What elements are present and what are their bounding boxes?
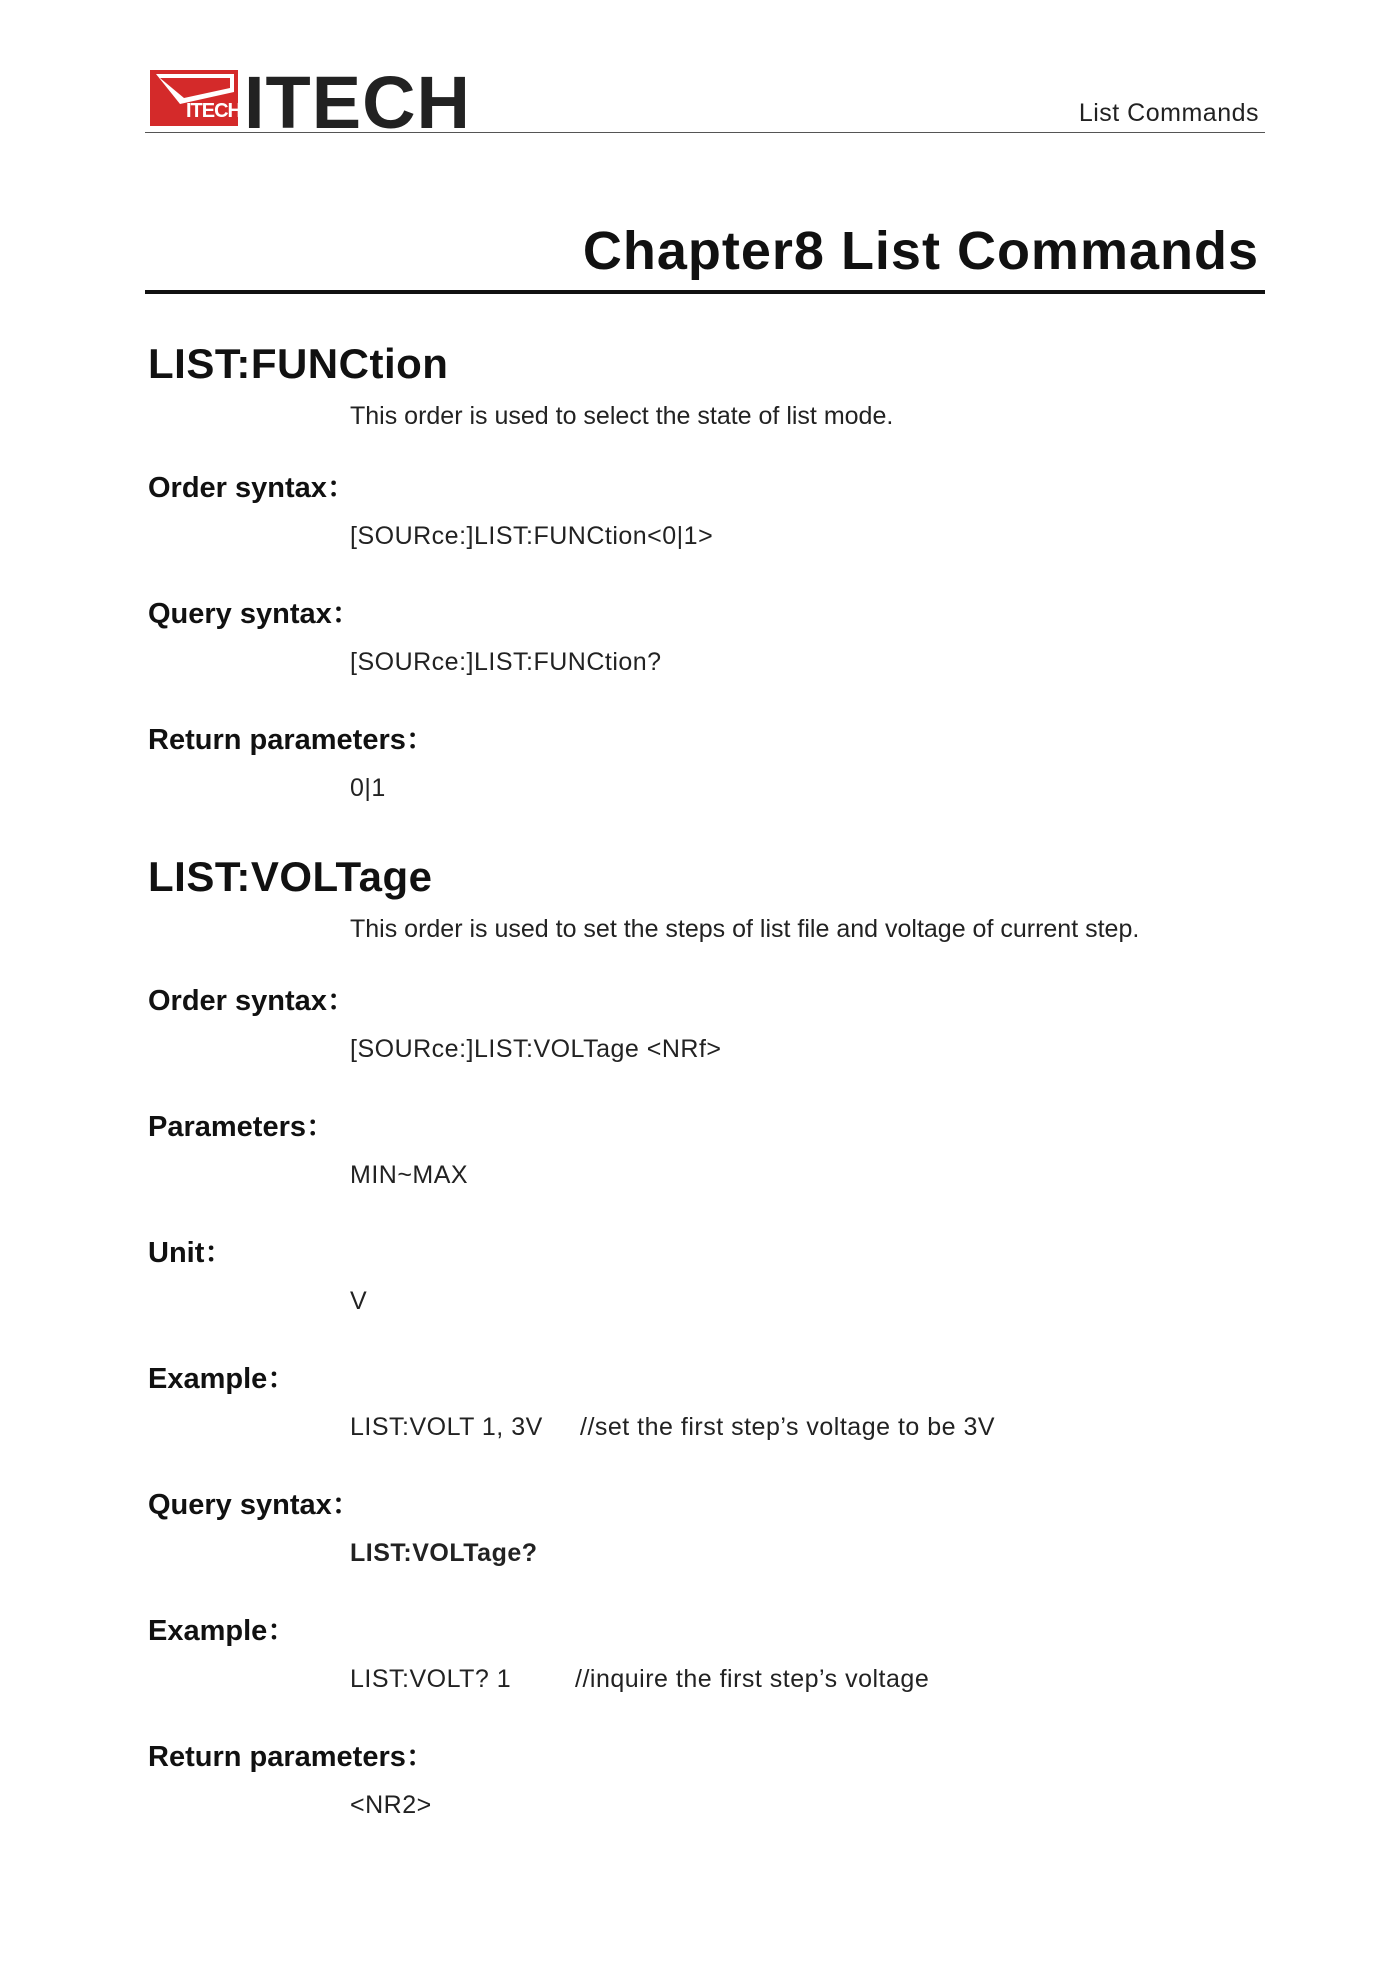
example-comment: //inquire the first step’s voltage [575, 1665, 930, 1693]
chapter-title: Chapter8 List Commands [582, 221, 1259, 281]
order-syntax-value: [SOURce:]LIST:FUNCtion<0|1> [350, 522, 714, 550]
return-parameters-label: Return parameters： [148, 724, 435, 756]
header-section-title: List Commands [1078, 99, 1259, 127]
example-comment: //set the first step’s voltage to be 3V [580, 1413, 996, 1441]
query-syntax-label: Query syntax： [148, 1489, 361, 1521]
query-syntax-label: Query syntax： [148, 598, 361, 630]
command-section [148, 853, 1258, 1820]
logo-mark-text: ITECH [186, 100, 241, 122]
parameters-value: MIN~MAX [350, 1161, 469, 1189]
return-parameters-label: Return parameters： [148, 1741, 435, 1773]
return-parameters-value: 0|1 [350, 774, 386, 802]
example-label: Example： [148, 1363, 297, 1395]
page-content [148, 340, 1258, 1820]
unit-value: V [350, 1287, 368, 1315]
command-title: LIST:FUNCtion [148, 340, 449, 387]
example-code: LIST:VOLT 1, 3V [350, 1413, 543, 1441]
query-syntax-value: [SOURce:]LIST:FUNCtion? [350, 648, 662, 676]
example-row [350, 1413, 1258, 1442]
parameters-label: Parameters： [148, 1111, 335, 1143]
logo-wordmark: ITECH [244, 61, 471, 144]
example-code: LIST:VOLT? 1 [350, 1665, 512, 1693]
command-title: LIST:VOLTage [148, 853, 433, 900]
example-label: Example： [148, 1615, 297, 1647]
command-description: This order is used to set the steps of list file and voltage of current step. [350, 915, 1140, 943]
order-syntax-label: Order syntax： [148, 472, 356, 504]
chapter-heading [145, 210, 1265, 294]
return-parameters-value: <NR2> [350, 1791, 432, 1819]
query-syntax-value: LIST:VOLTage? [350, 1539, 538, 1567]
example-row [350, 1665, 1258, 1694]
page-header [145, 61, 1265, 144]
command-description: This order is used to select the state of list mode. [350, 402, 894, 430]
order-syntax-value: [SOURce:]LIST:VOLTage <NRf> [350, 1035, 722, 1063]
order-syntax-label: Order syntax： [148, 985, 356, 1017]
command-section [148, 340, 1258, 803]
unit-label: Unit： [148, 1237, 234, 1269]
logo-mark [150, 70, 241, 126]
itech-logo [150, 61, 471, 144]
